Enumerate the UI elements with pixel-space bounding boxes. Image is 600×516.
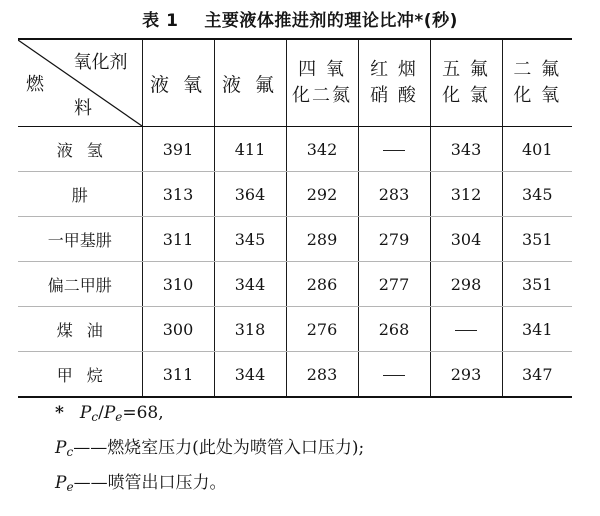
value-cell: 300 (142, 307, 214, 352)
col-header-liquid-fluorine: 液 氟 (214, 39, 286, 127)
value-cell: 298 (430, 262, 502, 307)
value-cell: 344 (214, 352, 286, 398)
specific-impulse-table (18, 38, 572, 398)
value-cell: 342 (286, 127, 358, 172)
corner-fuel-label-b: 料 (74, 98, 92, 119)
col-header-liquid-oxygen: 液 氧 (142, 39, 214, 127)
corner-oxidizer-label: 氧化剂 (73, 52, 128, 73)
col-header-red-fuming-nitric-acid: 红 烟 硝 酸 (358, 39, 430, 127)
header-row (18, 39, 572, 127)
row-label: 煤油 (18, 307, 142, 352)
table-row (18, 217, 572, 262)
value-cell: 411 (214, 127, 286, 172)
value-cell-empty (358, 352, 430, 398)
value-cell: 343 (430, 127, 502, 172)
dash-mark (383, 150, 405, 151)
value-cell: 279 (358, 217, 430, 262)
col-header-chlorine-pentafluoride: 五 氟 化 氯 (430, 39, 502, 127)
value-cell: 286 (286, 262, 358, 307)
value-cell: 318 (214, 307, 286, 352)
value-cell: 289 (286, 217, 358, 262)
value-cell: 347 (502, 352, 572, 398)
table-row (18, 127, 572, 172)
footnote-ratio: * $P_c/P_e=68$, (55, 403, 164, 424)
value-cell-empty (430, 307, 502, 352)
value-cell: 391 (142, 127, 214, 172)
value-cell: 313 (142, 172, 214, 217)
corner-header (18, 39, 142, 127)
value-cell: 283 (358, 172, 430, 217)
row-label: 液氢 (18, 127, 142, 172)
table-row (18, 307, 572, 352)
value-cell: 293 (430, 352, 502, 398)
value-cell: 364 (214, 172, 286, 217)
value-cell: 310 (142, 262, 214, 307)
table-row (18, 262, 572, 307)
value-cell: 268 (358, 307, 430, 352)
value-cell: 351 (502, 262, 572, 307)
value-cell: 344 (214, 262, 286, 307)
row-label: 肼 (18, 172, 142, 217)
col-header-nitrogen-tetroxide: 四 氧 化二氮 (286, 39, 358, 127)
table-number: 表 1 (142, 11, 179, 31)
value-cell: 401 (502, 127, 572, 172)
value-cell-empty (358, 127, 430, 172)
value-cell: 311 (142, 217, 214, 262)
table-title-text: 主要液体推进剂的理论比冲*(秒) (204, 11, 458, 31)
footnote-pc: $P_c——$燃烧室压力(此处为喷管入口压力); (55, 438, 365, 459)
row-label: 甲烷 (18, 352, 142, 398)
value-cell: 283 (286, 352, 358, 398)
table-row (18, 172, 572, 217)
value-cell: 276 (286, 307, 358, 352)
footnote-pe: $P_e——$喷管出口压力。 (55, 473, 227, 494)
col-header-oxygen-difluoride: 二 氟 化 氧 (502, 39, 572, 127)
value-cell: 345 (214, 217, 286, 262)
value-cell: 312 (430, 172, 502, 217)
corner-fuel-label-a: 燃 (26, 74, 44, 95)
value-cell: 345 (502, 172, 572, 217)
value-cell: 304 (430, 217, 502, 262)
dash-mark (455, 330, 477, 331)
dash-mark (383, 375, 405, 376)
value-cell: 277 (358, 262, 430, 307)
row-label: 一甲基肼 (18, 217, 142, 262)
row-label: 偏二甲肼 (18, 262, 142, 307)
value-cell: 292 (286, 172, 358, 217)
value-cell: 341 (502, 307, 572, 352)
table-row (18, 352, 572, 398)
footnotes (55, 398, 364, 503)
value-cell: 351 (502, 217, 572, 262)
value-cell: 311 (142, 352, 214, 398)
table-title (0, 6, 600, 31)
